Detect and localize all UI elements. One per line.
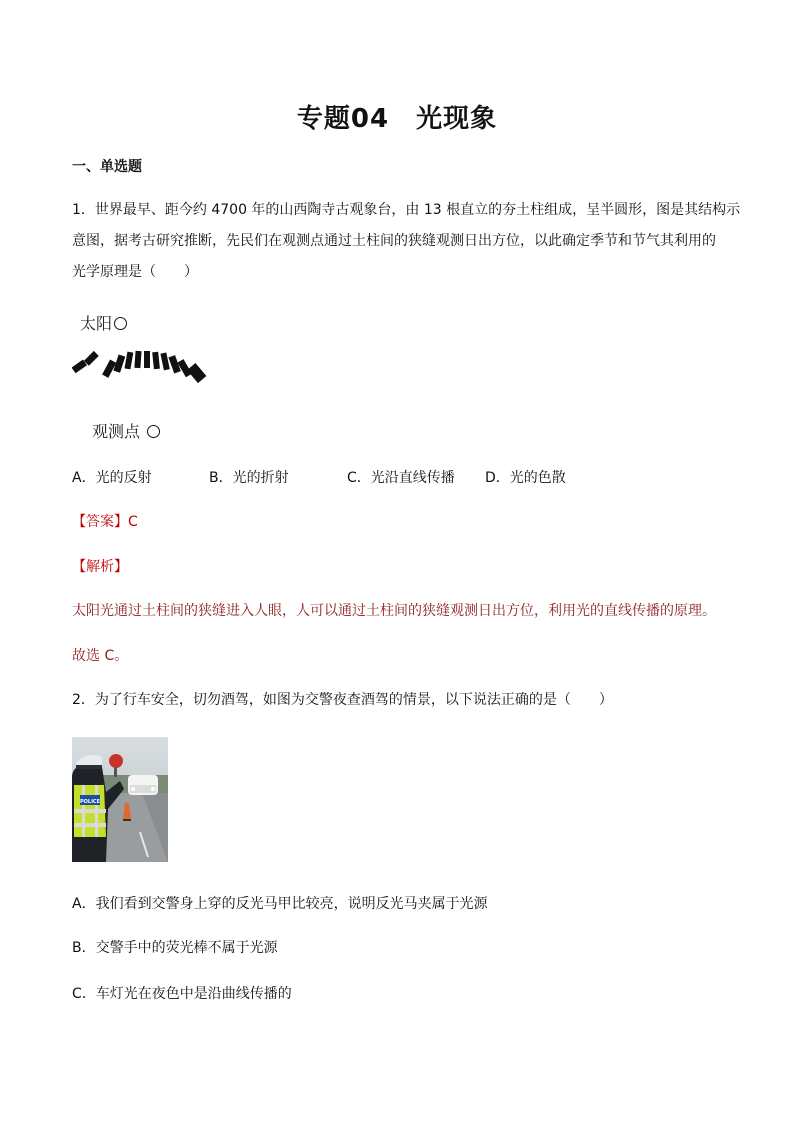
observatory-pillars-diagram [72, 345, 217, 390]
q1-option-a: A．光的反射 [72, 470, 152, 486]
sun-icon [114, 317, 127, 330]
q1-stem-line-3: 光学原理是（ ） [72, 264, 198, 280]
q1-option-c: C．光沿直线传播 [347, 470, 455, 486]
q2-option-b: B．交警手中的荧光棒不属于光源 [72, 940, 278, 956]
section-heading: 一、单选题 [72, 159, 142, 175]
q1-option-d: D．光的色散 [485, 470, 566, 486]
sun-label [80, 311, 127, 334]
traffic-police-photo [72, 737, 168, 862]
observer-icon [147, 425, 160, 438]
answer-value: C [128, 514, 138, 530]
q1-stem-line-1: 1．世界最早、距今约 4700 年的山西陶寺古观象台，由 13 根直立的夯土柱组成，呈半圆形，图是其结构示 [72, 202, 741, 218]
q1-stem-line-2: 意图，据考古研究推断，先民们在观测点通过土柱间的狭缝观测日出方位，以此确定季节和节气其利用的 [72, 233, 716, 249]
answer-tag: 【答案】 [72, 514, 128, 530]
police-vest-text: POLICE [79, 799, 101, 805]
q2-option-c: C．车灯光在夜色中是沿曲线传播的 [72, 986, 292, 1002]
q1-answer [72, 511, 138, 531]
q2-stem: 2．为了行车安全，切勿酒驾，如图为交警夜查酒驾的情景，以下说法正确的是（ ） [72, 692, 613, 708]
q2-option-a: A．我们看到交警身上穿的反光马甲比较亮，说明反光马夹属于光源 [72, 896, 488, 912]
analysis-conclusion: 故选 C。 [72, 648, 129, 664]
q1-option-b: B．光的折射 [209, 470, 289, 486]
observer-label [92, 419, 160, 442]
analysis-text: 太阳光通过土柱间的狭缝进入人眼，人可以通过土柱间的狭缝观测日出方位，利用光的直线传播的原理。 [72, 603, 716, 619]
analysis-tag: 【解析】 [72, 559, 128, 575]
sun-label-text: 太阳 [80, 314, 113, 333]
page-title: 专题04 光现象 [296, 104, 498, 134]
observer-label-text: 观测点 [92, 422, 141, 441]
